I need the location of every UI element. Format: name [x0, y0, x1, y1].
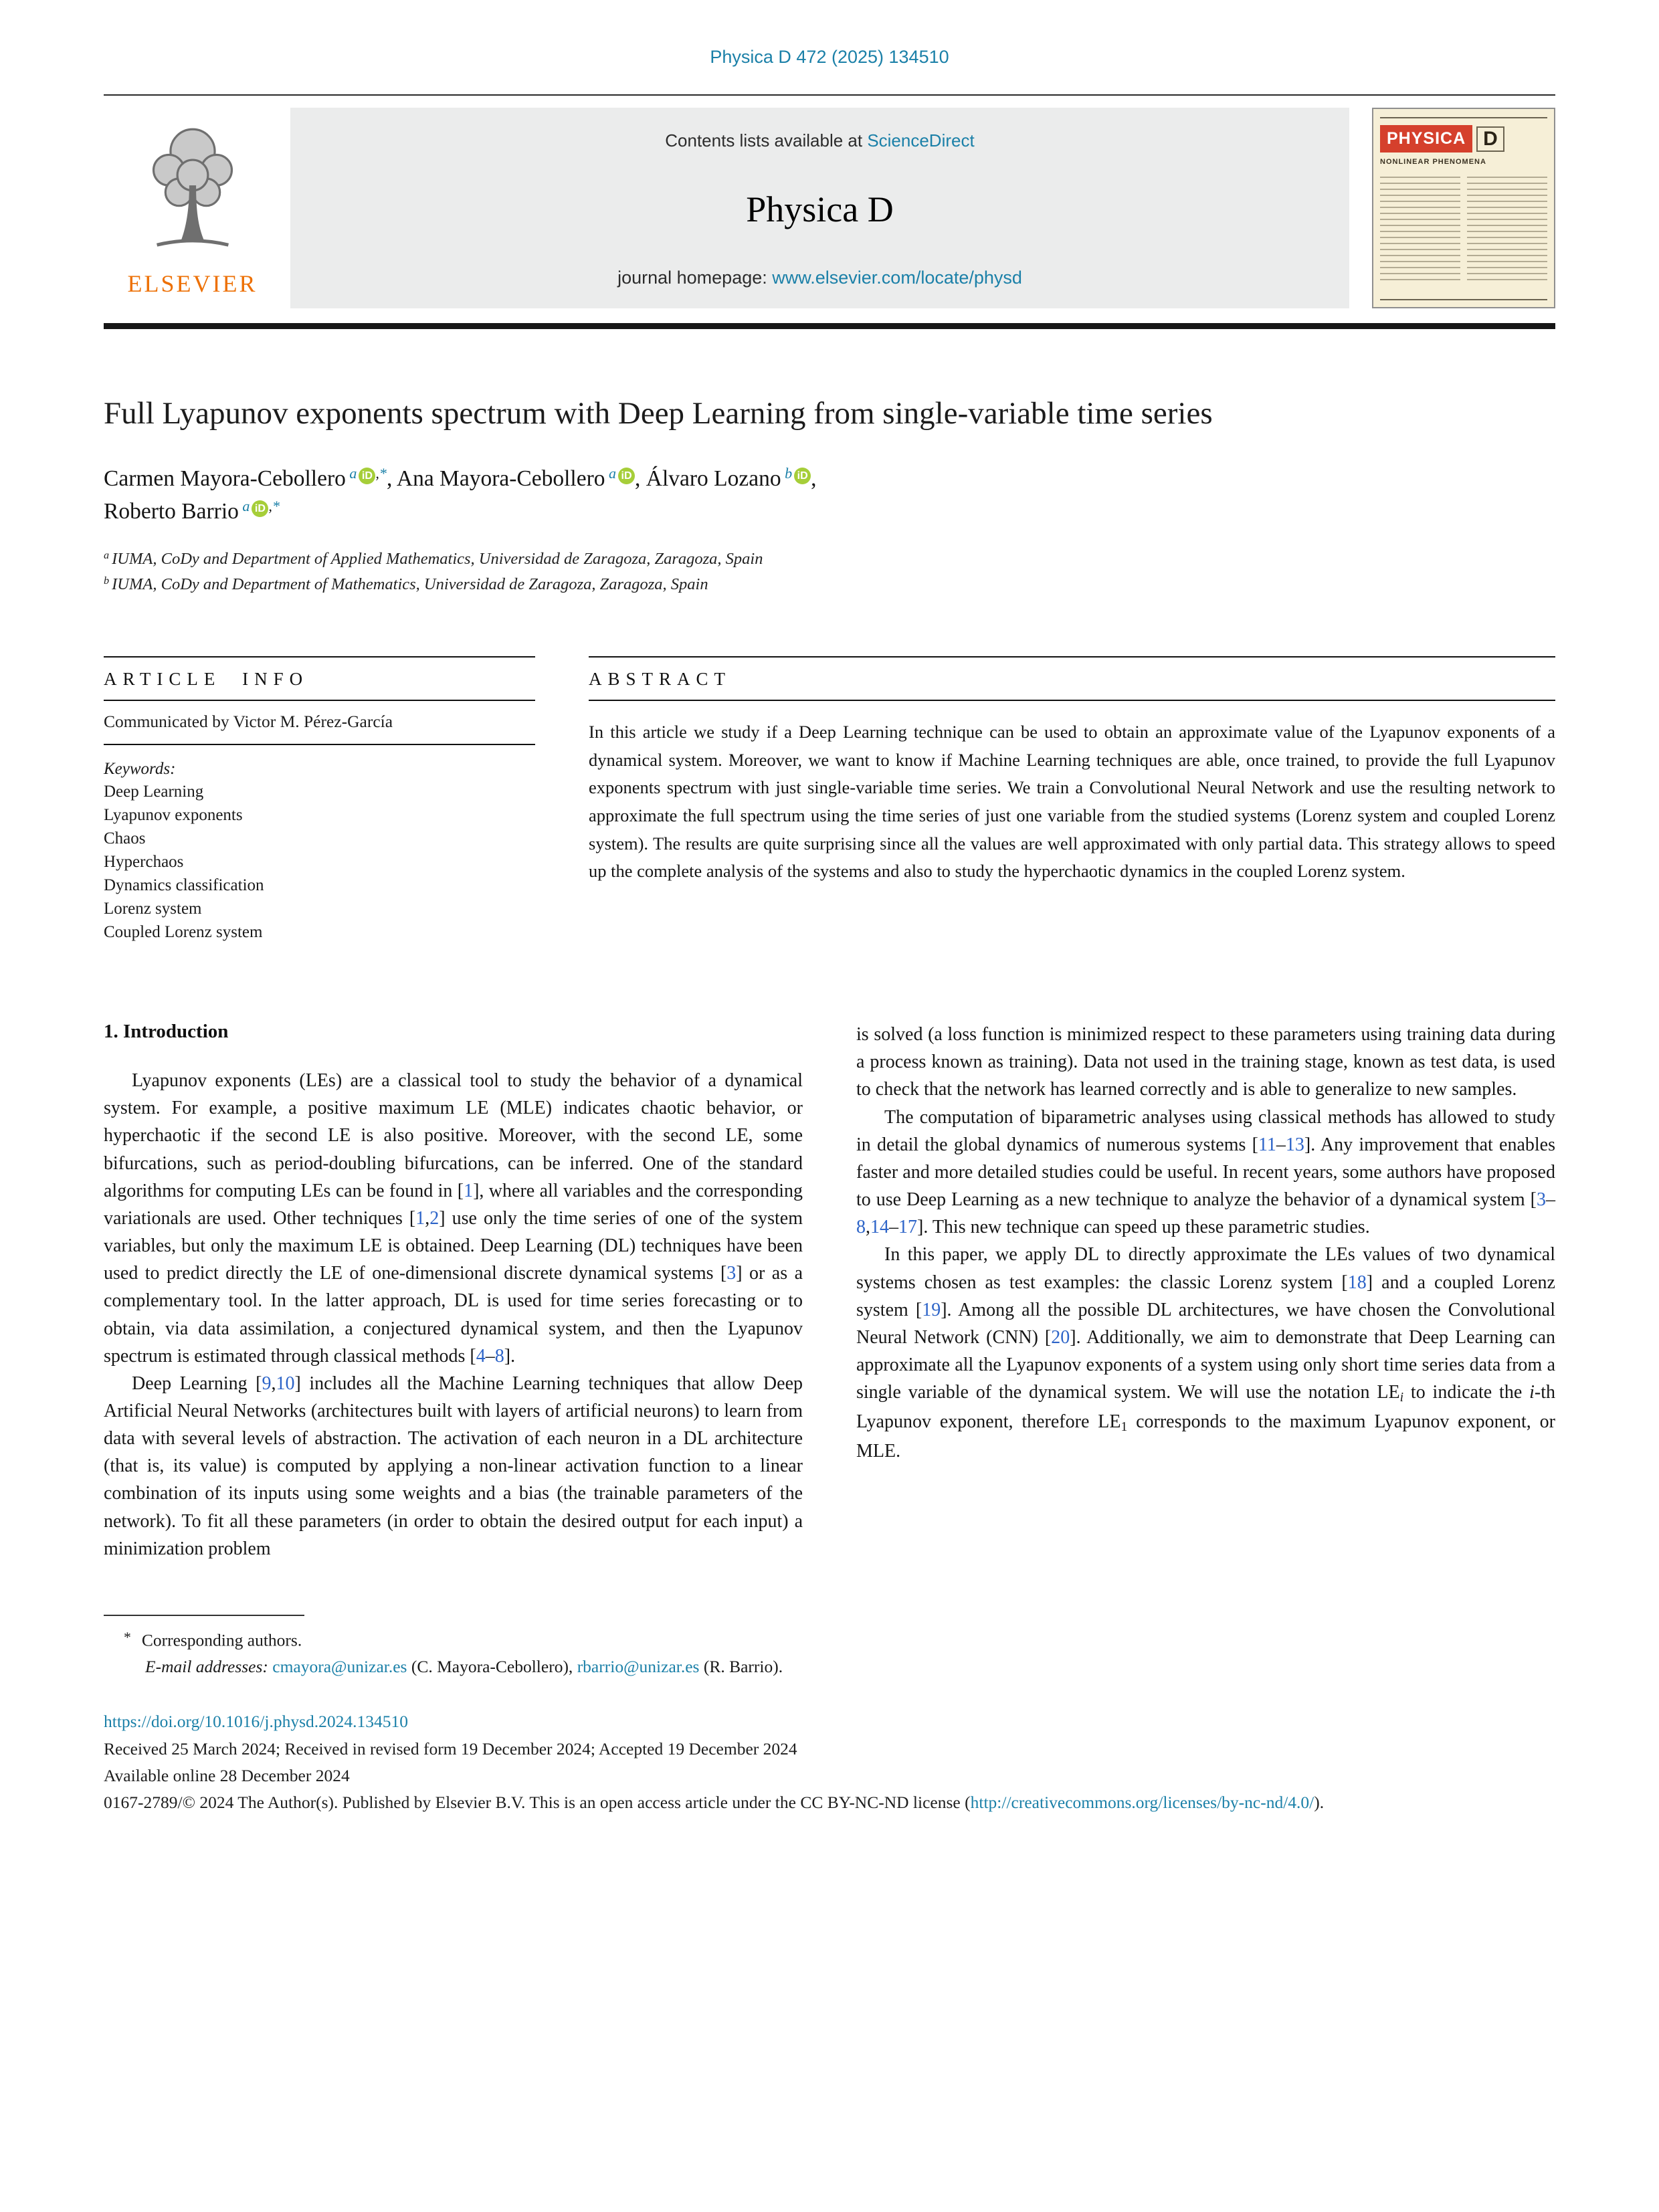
orcid-icon[interactable]: iD	[359, 468, 375, 484]
text-run: –	[485, 1345, 495, 1367]
orcid-icon[interactable]: iD	[618, 468, 635, 484]
keyword-item: Chaos	[104, 829, 146, 848]
journal-title: Physica D	[746, 189, 894, 229]
citation-link[interactable]: 13	[1285, 1134, 1304, 1155]
affiliation-b	[104, 572, 1555, 597]
orcid-icon[interactable]: iD	[252, 500, 268, 517]
info-abstract-section	[104, 656, 1555, 944]
text-run: –	[1546, 1189, 1555, 1211]
elsevier-tree-logo-icon	[133, 112, 252, 264]
footnote-area	[104, 1615, 1555, 1815]
text-run: Lyapunov exponents (LEs) are a classical tool to study the behavior of a dynamical system. For example, a positive maximum LE (MLE) indicates chaotic behavior, or hyperchaotic if the second LE is also positive. Moreover, with the second LE, some bifurcations, such as period-doubling bifurcations, can be inferred. One of the standard algorithms for computing LEs can be found in [	[104, 1070, 803, 1201]
text-run: ,	[425, 1207, 430, 1229]
article-body	[104, 1021, 1555, 1563]
journal-reference-link[interactable]: Physica D 472 (2025) 134510	[710, 47, 949, 67]
text-run: *	[124, 1629, 131, 1645]
text-run: IUMA, CoDy and Department of Applied Mathematics, Universidad de Zaragoza, Zaragoza, Spain	[112, 550, 763, 569]
abstract-column	[589, 656, 1555, 944]
text-run: i	[1399, 1391, 1404, 1405]
text-run: ]. Among all the possible DL architectures, we have chosen the Convolutional Neural Network (CNN) [	[856, 1299, 1555, 1348]
affiliation-a	[104, 546, 1555, 572]
journal-homepage-line	[310, 268, 1329, 288]
paragraph	[104, 1370, 803, 1563]
cover-subtitle: NONLINEAR PHENOMENA	[1380, 158, 1486, 166]
citation-link[interactable]: 10	[276, 1373, 295, 1394]
text-run: E-mail addresses:	[145, 1656, 268, 1676]
orcid-icon[interactable]: iD	[794, 468, 811, 484]
authors-line-1	[104, 463, 1555, 496]
text-run: Roberto Barrio	[104, 498, 239, 524]
text-link[interactable]: http://creativecommons.org/licenses/by-nc-nd/4.0/	[970, 1793, 1314, 1813]
text-link[interactable]: cmayora@unizar.es	[272, 1656, 407, 1676]
paragraph	[856, 1021, 1555, 1103]
text-run: IUMA, CoDy and Department of Mathematics, Universidad de Zaragoza, Zaragoza, Spain	[112, 575, 708, 594]
paragraph	[856, 1241, 1555, 1464]
text-run: ,	[811, 466, 817, 492]
abstract-heading: ABSTRACT	[589, 656, 1555, 701]
text-run: –	[889, 1217, 898, 1238]
article-title: Full Lyapunov exponents spectrum with Deep Learning from single-variable time series	[104, 396, 1213, 431]
citation-link[interactable]: 18	[1347, 1272, 1367, 1293]
text-run: ,	[268, 497, 272, 514]
citation-link[interactable]: 14	[870, 1217, 889, 1238]
text-run: Contents lists available at	[665, 130, 868, 150]
cover-top-rule	[1380, 117, 1547, 118]
text-run: ).	[1314, 1793, 1325, 1813]
text-run: to indicate the	[1403, 1382, 1530, 1403]
cover-masthead: PHYSICA	[1380, 125, 1472, 153]
corresponding-authors-note	[104, 1627, 1555, 1653]
publication-details	[104, 1709, 1555, 1815]
text-link[interactable]: www.elsevier.com/locate/physd	[772, 268, 1022, 288]
text-run: ] includes all the Machine Learning techniques that allow Deep Artificial Neural Networks (architectures built with layers of artificial neurons) to learn from data with several levels of abstraction. The activation of each neuron in a DL architecture (that is, its value) is computed by applying a non-linear activation function to a linear combination of its inputs using some weights and a bias (the trainable parameters of the network). To fit all these parameters (in order to obtain the desired output for each input) a minimization problem	[104, 1373, 803, 1559]
text-link[interactable]: rbarrio@unizar.es	[577, 1656, 700, 1676]
cover-text-column	[1380, 177, 1460, 284]
citation-link[interactable]: 17	[898, 1217, 917, 1238]
text-run: ] or as a complementary tool. In the latter approach, DL is used for time series forecasting or to obtain, via data assimilation, a conjectured dynamical system, and then the Lyapunov spectrum is estimated through classical methods [	[104, 1263, 803, 1367]
keywords-list	[104, 780, 535, 944]
text-run: The computation of biparametric analyses using classical methods has allowed to study in detail the global dynamics of numerous systems [	[856, 1106, 1555, 1155]
cover-bottom-rule	[1380, 299, 1547, 300]
cover-masthead-row	[1380, 125, 1547, 153]
citation-link[interactable]: 2	[429, 1207, 440, 1229]
text-link[interactable]: *	[272, 497, 280, 514]
communicated-by-line: Communicated by Victor M. Pérez-García	[104, 701, 535, 745]
text-run: journal homepage:	[617, 268, 773, 288]
text-run: ]. Additionally, we aim to demonstrate that Deep Learning can approximate all the Lyapunov exponents of a system using only short time series data from a single variable of the dynamical system. We will use the notation LE	[856, 1326, 1555, 1403]
text-link[interactable]: b	[781, 464, 793, 482]
citation-link[interactable]: 19	[922, 1299, 941, 1320]
elsevier-logo-block	[104, 108, 281, 308]
doi-link[interactable]: https://doi.org/10.1016/j.physd.2024.134510	[104, 1712, 409, 1732]
header-bottom-rule	[104, 323, 1555, 329]
text-run: , Ana Mayora-Cebollero	[386, 466, 605, 492]
text-run: 1	[1120, 1419, 1128, 1434]
body-right-column	[856, 1021, 1555, 1563]
text-run: ]. This new technique can speed up these parametric studies.	[917, 1217, 1370, 1238]
citation-link[interactable]: 1	[415, 1207, 425, 1229]
section-1-heading: 1. Introduction	[104, 1021, 229, 1043]
text-link[interactable]: a	[238, 497, 250, 514]
text-link[interactable]: *	[379, 464, 387, 482]
available-online-date: Available online 28 December 2024	[104, 1765, 350, 1785]
journal-banner	[290, 108, 1349, 308]
paragraph	[856, 1104, 1555, 1241]
citation-link[interactable]: 9	[262, 1373, 272, 1394]
text-run: –	[1276, 1134, 1286, 1155]
keyword-item: Deep Learning	[104, 783, 204, 801]
text-run: ,	[866, 1217, 870, 1238]
keyword-item: Hyperchaos	[104, 853, 184, 872]
text-run: i	[1529, 1382, 1535, 1403]
header-top-rule	[104, 94, 1555, 96]
cover-letter: D	[1476, 126, 1504, 152]
journal-cover-thumbnail[interactable]	[1372, 108, 1555, 308]
text-run: Corresponding authors.	[141, 1630, 302, 1650]
text-run: ], where all variables and the corresponding variationals are used. Other techniques [	[104, 1180, 803, 1229]
text-run: ] use only the time series of one of the system variables, but only the maximum LE is obtained. Deep Learning (DL) techniques have been used to predict directly the LE of one-dimensional discrete dynamical systems [	[104, 1207, 803, 1284]
citation-link[interactable]: 11	[1258, 1134, 1276, 1155]
article-info-column	[104, 656, 535, 944]
keyword-item: Coupled Lorenz system	[104, 923, 263, 942]
text-run: Deep Learning [	[132, 1373, 262, 1394]
contents-list-line	[310, 130, 1329, 151]
text-run: (R. Barrio).	[699, 1656, 783, 1676]
authors-line-2	[104, 496, 1555, 528]
text-run: ] and a coupled Lorenz system [	[856, 1272, 1555, 1320]
received-dates: Received 25 March 2024; Received in revised form 19 December 2024; Accepted 19 December 2024	[104, 1738, 797, 1758]
text-run: -th Lyapunov exponent, therefore LE	[856, 1382, 1555, 1432]
citation-link[interactable]: 8	[856, 1217, 866, 1238]
cover-decorative-text-columns	[1380, 177, 1547, 284]
cover-text-column	[1467, 177, 1547, 284]
abstract-text: In this article we study if a Deep Learning technique can be used to obtain an approximate value of the Lyapunov exponents of a dynamical system. Moreover, we want to know if Machine Learning techniques are able, once trained, to provide the full Lyapunov exponents spectrum with just single-variable time series. We train a Convolutional Neural Network and use the resulting network to approximate the full spectrum using the time series of just one variable from the studied systems (Lorenz system and coupled Lorenz system). The results are quite surprising since all the values are well approximated with only partial data. This strategy allows to speed up the complete analysis of the systems and also to study the hyperchaotic dynamics in the coupled Lorenz system.	[589, 722, 1555, 882]
paragraph	[104, 1067, 803, 1370]
citation-link[interactable]: 3	[1537, 1189, 1546, 1211]
citation-link[interactable]: 1	[464, 1180, 474, 1201]
text-run: ]. Any improvement that enables faster and more detailed studies could be useful. In recent years, some authors have proposed to use Deep Learning as a new technique to analyze the behavior of a dynamical system [	[856, 1134, 1555, 1211]
text-link[interactable]: a	[345, 464, 357, 482]
authors-block	[104, 463, 1555, 528]
affiliations-block	[104, 546, 1555, 597]
text-run: corresponds to the maximum Lyapunov exponent, or MLE.	[856, 1411, 1555, 1462]
journal-header	[104, 108, 1555, 308]
text-run: , Álvaro Lozano	[635, 466, 781, 492]
text-run: b	[104, 575, 112, 587]
text-run: (C. Mayora-Cebollero),	[407, 1656, 577, 1676]
email-addresses-note	[104, 1653, 1555, 1680]
citation-link[interactable]: 3	[726, 1263, 737, 1284]
text-run: ,	[375, 464, 379, 482]
article-info-heading: ARTICLE INFO	[104, 656, 535, 701]
keyword-item: Dynamics classification	[104, 876, 264, 895]
keywords-label: Keywords:	[104, 760, 176, 779]
text-run: a	[104, 550, 112, 562]
text-run: ,	[271, 1373, 276, 1394]
citation-link[interactable]: 8	[494, 1345, 504, 1367]
body-left-column	[104, 1021, 803, 1563]
citation-link[interactable]: 4	[476, 1345, 486, 1367]
keyword-item: Lorenz system	[104, 900, 202, 918]
text-run: Carmen Mayora-Cebollero	[104, 466, 346, 492]
text-link[interactable]: ScienceDirect	[867, 130, 975, 150]
footnote-rule	[104, 1615, 304, 1616]
text-run: In this paper, we apply DL to directly approximate the LEs values of two dynamical systems chosen as test examples: the classic Lorenz system [	[856, 1244, 1555, 1293]
text-run: ].	[504, 1345, 516, 1367]
keyword-item: Lyapunov exponents	[104, 806, 243, 825]
citation-link[interactable]: 20	[1051, 1326, 1070, 1348]
text-run: is solved (a loss function is minimized respect to these parameters using training data during a process known as training). Data not used in the training stage, known as test data, is used to check that the network has learned correctly and is able to generalize to new samples.	[856, 1024, 1555, 1100]
text-run: 0167-2789/© 2024 The Author(s). Published by Elsevier B.V. This is an open access article under the CC BY-NC-ND license (	[104, 1793, 971, 1813]
text-link[interactable]: a	[605, 464, 617, 482]
copyright-license-line	[104, 1790, 1555, 1815]
elsevier-wordmark: ELSEVIER	[127, 270, 258, 297]
